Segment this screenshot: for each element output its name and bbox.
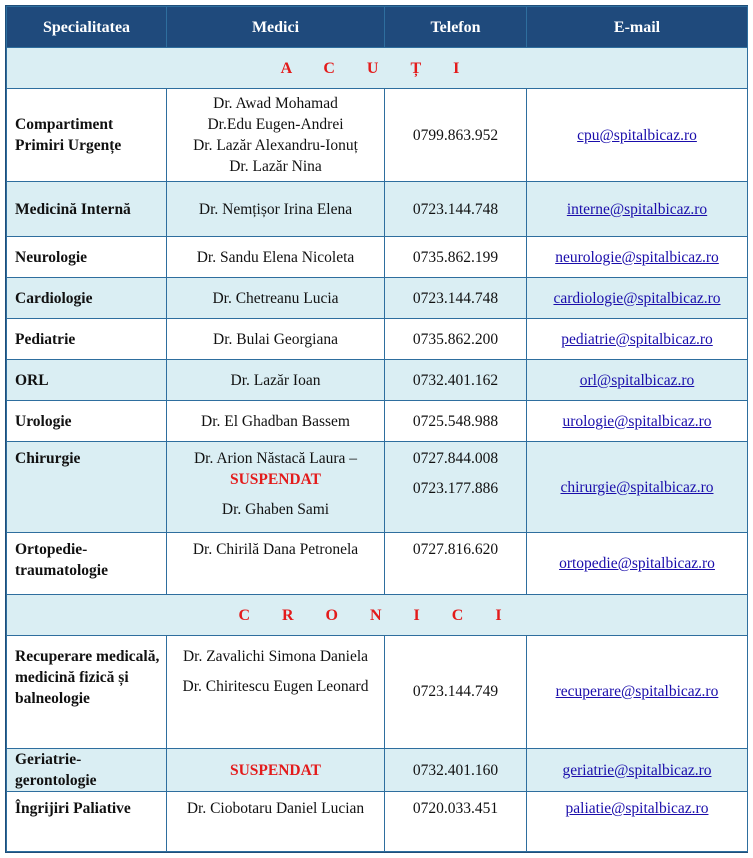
phone-cell: 0727.816.620 <box>385 533 527 595</box>
doctors-cell <box>167 89 385 182</box>
doctors-cell: Dr. Chirilă Dana Petronela <box>167 533 385 595</box>
table-row <box>7 792 748 852</box>
table-row <box>7 278 748 319</box>
table-row <box>7 237 748 278</box>
phone-cell: 0732.401.160 <box>385 749 527 792</box>
doctors-cell <box>167 636 385 749</box>
doctor-name: Dr. Lazăr Nina <box>229 158 322 175</box>
section-title-cronici: C R O N I C I <box>7 595 748 636</box>
email-cell <box>527 749 748 792</box>
doctors-cell: Dr. Sandu Elena Nicoleta <box>167 237 385 278</box>
email-link[interactable]: cpu@spitalbicaz.ro <box>577 126 697 144</box>
phone-cell: 0720.033.451 <box>385 792 527 852</box>
specialty-line: Ortopedie- <box>15 541 88 558</box>
email-cell <box>527 237 748 278</box>
section-cronici <box>7 595 748 636</box>
email-link[interactable]: chirurgie@spitalbicaz.ro <box>560 478 714 496</box>
specialty-cell: Recuperare medicală, medicină fizică și balneologie <box>7 636 167 749</box>
email-cell <box>527 319 748 360</box>
header-row <box>7 7 748 48</box>
table-row <box>7 401 748 442</box>
phone-cell: 0723.144.748 <box>385 182 527 237</box>
doctor-name: Dr. Zavalichi Simona Daniela <box>182 648 369 665</box>
contacts-table <box>6 6 748 852</box>
doctors-cell <box>167 442 385 533</box>
email-link[interactable]: neurologie@spitalbicaz.ro <box>555 248 719 266</box>
specialty-cell: Geriatrie-gerontologie <box>7 749 167 792</box>
section-acuti <box>7 48 748 89</box>
doctors-cell: Dr. Chetreanu Lucia <box>167 278 385 319</box>
header-medici: Medici <box>167 7 385 48</box>
doctor-name: Dr. Arion Năstacă Laura – <box>193 450 358 467</box>
specialty-cell <box>7 533 167 595</box>
doctors-cell <box>167 749 385 792</box>
email-link[interactable]: orl@spitalbicaz.ro <box>579 371 695 389</box>
specialty-cell: Pediatrie <box>7 319 167 360</box>
phone-cell: 0723.144.749 <box>385 636 527 749</box>
email-cell <box>527 533 748 595</box>
email-link[interactable]: paliatie@spitalbicaz.ro <box>565 800 709 817</box>
email-cell <box>527 278 748 319</box>
header-specialitate: Specialitatea <box>7 7 167 48</box>
phone-number: 0723.177.886 <box>412 480 499 497</box>
doctors-cell: Dr. Ciobotaru Daniel Lucian <box>167 792 385 852</box>
email-link[interactable]: cardiologie@spitalbicaz.ro <box>553 289 721 307</box>
doctors-cell: Dr. El Ghadban Bassem <box>167 401 385 442</box>
email-cell <box>527 636 748 749</box>
table-row <box>7 749 748 792</box>
table-row <box>7 442 748 533</box>
email-link[interactable]: recuperare@spitalbicaz.ro <box>555 683 719 700</box>
suspended-label: SUSPENDAT <box>229 761 321 779</box>
doctor-name: Dr.Edu Eugen-Andrei <box>207 116 344 133</box>
email-cell <box>527 792 748 852</box>
header-telefon: Telefon <box>385 7 527 48</box>
specialty-cell: Chirurgie <box>7 442 167 533</box>
phone-cell: 0723.144.748 <box>385 278 527 319</box>
email-cell <box>527 182 748 237</box>
header-email: E-mail <box>527 7 748 48</box>
doctors-cell: Dr. Bulai Georgiana <box>167 319 385 360</box>
email-cell <box>527 401 748 442</box>
specialty-line: traumatologie <box>15 562 108 579</box>
phone-cell: 0735.862.199 <box>385 237 527 278</box>
table-row <box>7 533 748 595</box>
specialty-cell: ORL <box>7 360 167 401</box>
table-row <box>7 360 748 401</box>
table-row <box>7 319 748 360</box>
email-link[interactable]: ortopedie@spitalbicaz.ro <box>559 555 715 572</box>
email-link[interactable]: urologie@spitalbicaz.ro <box>562 412 712 430</box>
specialty-cell: Neurologie <box>7 237 167 278</box>
doctor-name: Dr. Awad Mohamad <box>213 95 338 112</box>
email-link[interactable]: interne@spitalbicaz.ro <box>566 200 708 218</box>
specialty-cell: Îngrijiri Paliative <box>7 792 167 852</box>
specialty-cell: Urologie <box>7 401 167 442</box>
table-row <box>7 89 748 182</box>
contacts-table-frame <box>5 5 748 853</box>
section-title-acuti: A C U Ț I <box>7 48 748 89</box>
phone-cell: 0799.863.952 <box>385 89 527 182</box>
email-cell <box>527 442 748 533</box>
phone-cell: 0725.548.988 <box>385 401 527 442</box>
email-cell <box>527 360 748 401</box>
doctor-name: Dr. Ghaben Sami <box>221 501 330 518</box>
email-link[interactable]: geriatrie@spitalbicaz.ro <box>562 761 712 779</box>
doctor-name: Dr. Lazăr Alexandru-Ionuț <box>193 137 358 154</box>
doctors-cell: Dr. Lazăr Ioan <box>167 360 385 401</box>
email-cell <box>527 89 748 182</box>
phone-cell <box>385 442 527 533</box>
doctors-cell: Dr. Nemțișor Irina Elena <box>167 182 385 237</box>
suspended-label: SUSPENDAT <box>229 471 321 488</box>
email-link[interactable]: pediatrie@spitalbicaz.ro <box>561 330 713 348</box>
specialty-cell: Medicină Internă <box>7 182 167 237</box>
specialty-cell: Cardiologie <box>7 278 167 319</box>
phone-cell: 0735.862.200 <box>385 319 527 360</box>
phone-number: 0727.844.008 <box>412 450 499 467</box>
table-row <box>7 636 748 749</box>
phone-cell: 0732.401.162 <box>385 360 527 401</box>
specialty-cell: Compartiment Primiri Urgențe <box>7 89 167 182</box>
doctor-name: Dr. Chiritescu Eugen Leonard <box>182 678 369 695</box>
table-row <box>7 182 748 237</box>
